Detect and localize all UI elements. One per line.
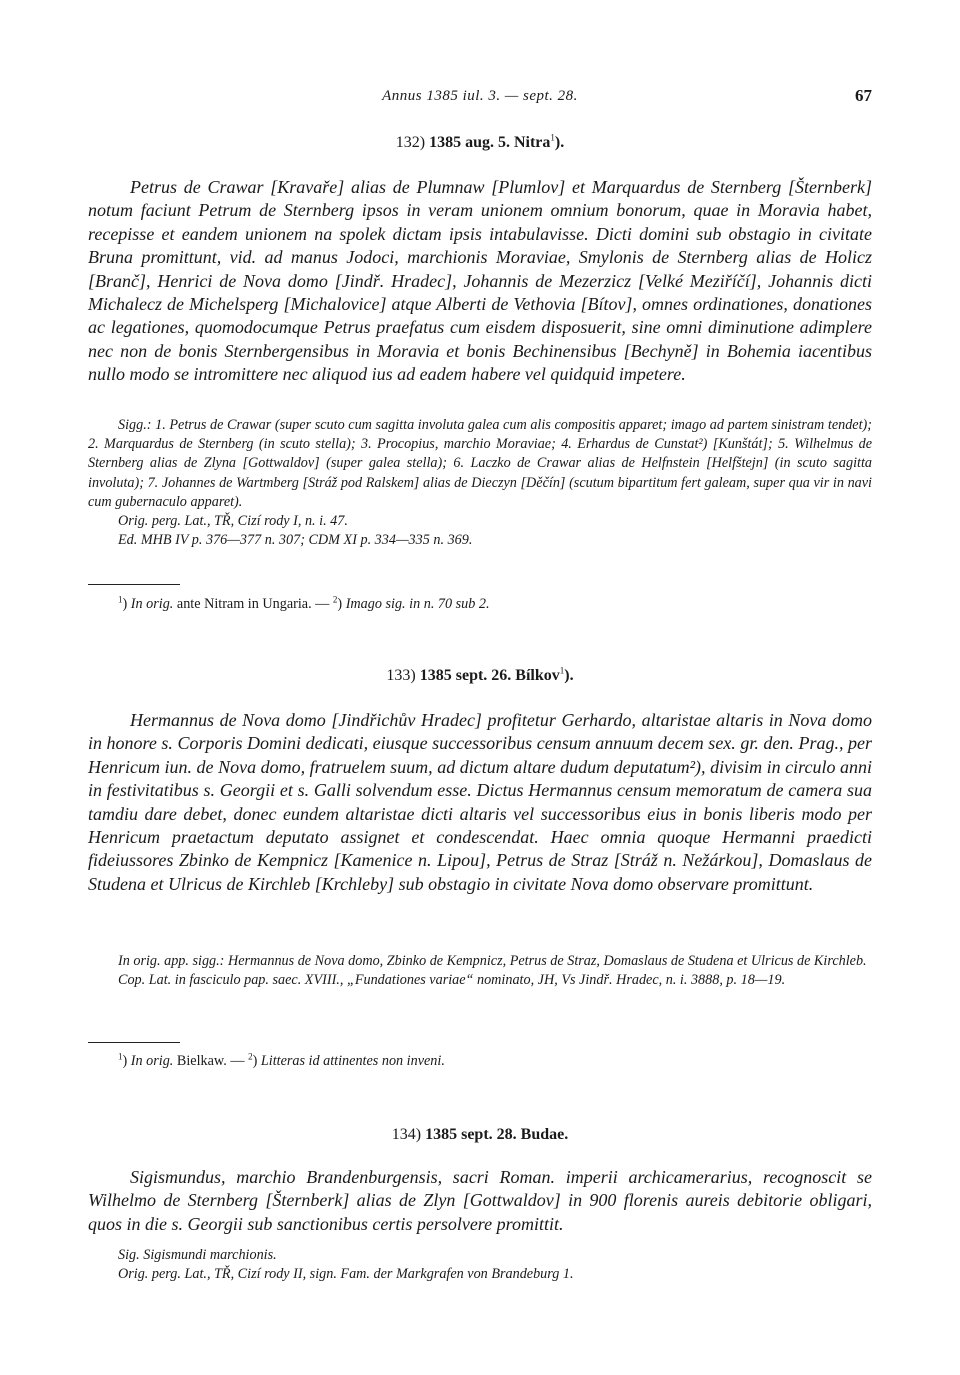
footnote-mark: 1 — [118, 594, 123, 605]
running-head — [88, 88, 872, 110]
footnote-text: Imago sig. in n. 70 sub 2. — [345, 596, 490, 612]
seal-note: In orig. app. sigg.: Hermannus de Nova domo, Zbinko de Kempnicz, Petrus de Straz, Domaslaus de Studena et Ulricus de Kirchleb. — [118, 953, 867, 969]
page-number: 67 — [855, 86, 872, 105]
doc-date-place: 1385 aug. 5. Nitra — [429, 134, 551, 151]
heading-end: ). — [564, 667, 574, 684]
footnote-text: Litteras id attinentes non inveni. — [260, 1053, 445, 1069]
seal-note: Sigg.: 1. Petrus de Crawar (super scuto cum sagitta involuta galea cum alis compositis apparet; imago ad partem sinistram tendet); 2. Marquardus de Sternberg (in scuto stella); 3. Procopius, marchio Moraviae; 4. Erhardus de Cunstat²) [Kunštát]; 5. Wilhelmus de Sternberg alias de Zlyna [Gottwaldov] (super galea stella); 6. Laczko de Crawar alias de Helfnstein [Helfštejn] (in scuto sagitta involuta); 7. Johannes de Wartmberg [Stráž pod Ralskem] alias de Dieczyn [Děčín] (scutum bipartitum fert galeam, super qua vir in navi cum gubernaculo apparet). — [88, 417, 872, 510]
doc-number: 132) — [395, 134, 426, 151]
footnote-mark: 2 — [248, 1051, 253, 1062]
doc-date-place: 1385 sept. 26. Bílkov — [419, 667, 560, 684]
doc-notes-133 — [88, 952, 872, 990]
heading-end: ). — [554, 134, 565, 151]
footnote-italic: In orig. — [130, 1053, 174, 1069]
doc-body-132: Petrus de Crawar [Kravaře] alias de Plumnaw [Plumlov] et Marquardus de Sternberg [Šternberk] notum faciunt Petrum de Sternberg ipsos in veram unionem omnium bonorum, quae in Moravia habet, recepisse et eandem unionem na spolek dictam ipsis intabulavisse. Dicti domini sub obstagio in civitate Bruna promittunt, vid. ad manus Jodoci, marchionis Moraviae, Smylonis de Sternberg alias de Holicz [Branč], Henrici de Nova domo [Jindř. Hradec], Johannis de Mezerzicz [Velké Meziříčí], Johannis dicti Michalecz de Michelsperg [Michalovice] atque Alberti de Vethovia [Bítov], omnes ordinationes, donationes ac legationes, quomodocumque Petrus praefatus cum eisdem disposuerit, sine omni diminutione adimplere nec non de bonis Sternbergensibus in Moravia et bonis Bechinensibus [Bechyně] in Bohemia iacentibus nullo modo se intromittere nec aliquod ius ad eadem habere vel quidquid impetere. — [88, 177, 872, 385]
doc-heading-134 — [88, 1126, 872, 1144]
doc-number: 134) — [391, 1126, 422, 1143]
doc-date-place: 1385 sept. 28. Budae. — [425, 1126, 569, 1143]
footnote-mark: 1 — [118, 1051, 123, 1062]
footnote-text: ante Nitram in Ungaria. — — [176, 596, 330, 612]
footnote-132: $^1$) In orig. ante Nitram in Ungaria. — $^2$) Imago sig. in n. 70 sub 2. — [118, 594, 490, 612]
doc-heading-133 — [88, 667, 872, 685]
source-note: Cop. Lat. in fasciculo pap. saec. XVIII., „Fundationes variae“ nominato, JH, Vs Jindř. Hradec, n. i. 3888, p. 18—19. — [118, 972, 786, 989]
seal-note: Sig. Sigismundi marchionis. — [118, 1247, 277, 1263]
doc-notes-132 — [88, 416, 872, 550]
footnote-rule — [88, 1042, 180, 1043]
running-title: Annus 1385 iul. 3. — sept. 28. — [382, 88, 578, 104]
footnote-text: Bielkaw. — — [176, 1053, 245, 1069]
footnote-rule — [88, 584, 180, 585]
doc-heading-132 — [88, 134, 872, 152]
footnote-mark: 2 — [332, 594, 338, 605]
edition-note: Ed. MHB IV p. 376—377 n. 307; CDM XI p. 334—335 n. 369. — [118, 532, 473, 549]
footnote-italic: In orig. — [130, 596, 174, 612]
footnote-133: $^1$) In orig. Bielkaw. — $^2$) Litteras id attinentes non inveni. — [118, 1051, 445, 1069]
source-note: Orig. perg. Lat., TŘ, Cizí rody I, n. i. 47. — [118, 513, 348, 530]
footnote-mark: 1 — [559, 665, 565, 676]
doc-number: 133) — [386, 667, 416, 684]
doc-notes-134 — [88, 1246, 872, 1284]
doc-body-133: Hermannus de Nova domo [Jindřichův Hradec] profitetur Gerhardo, altaristae altaris in Nova domo in honore s. Corporis Domini dedicati, eiusque successoribus censum annuum decem sex. gr. den. Prag., per Henricum iun. de Nova domo, fratruelem suum, ad dictum altare dudum deputatum²), divisim in circulo anni in festivitatibus s. Georgii et s. Galli solvendum esse. Dictus Hermannus censum memoratum de camera sua tamdiu dare debet, donec eundem altaristae dicti altaris vel successoribus eius in bonis liberis modo per Henricum praetactum deputato assignet et condescendat. Haec omnia quoque Hermanni praedicti fideiussores Zbinko de Kempnicz [Kamenice n. Lipou], Petrus de Straz [Stráž n. Nežárkou], Domaslaus de Studena et Ulricus de Kirchleb [Krchleby] sub obstagio in civitate Nova domo observare promittunt. — [88, 710, 872, 894]
doc-body-134: Sigismundus, marchio Brandenburgensis, sacri Roman. imperii archicamerarius, recognoscit se Wilhelmo de Sternberg [Šternberk] alias de Zlyn [Gottwaldov] in 900 florenis aureis debitorie obligari, quos in die s. Georgii sub sanctionibus certis persolvere promittit. — [88, 1167, 872, 1234]
source-note: Orig. perg. Lat., TŘ, Cizí rody II, sign. Fam. der Markgrafen von Brandeburg 1. — [118, 1266, 574, 1283]
footnote-mark: 1 — [550, 132, 555, 143]
